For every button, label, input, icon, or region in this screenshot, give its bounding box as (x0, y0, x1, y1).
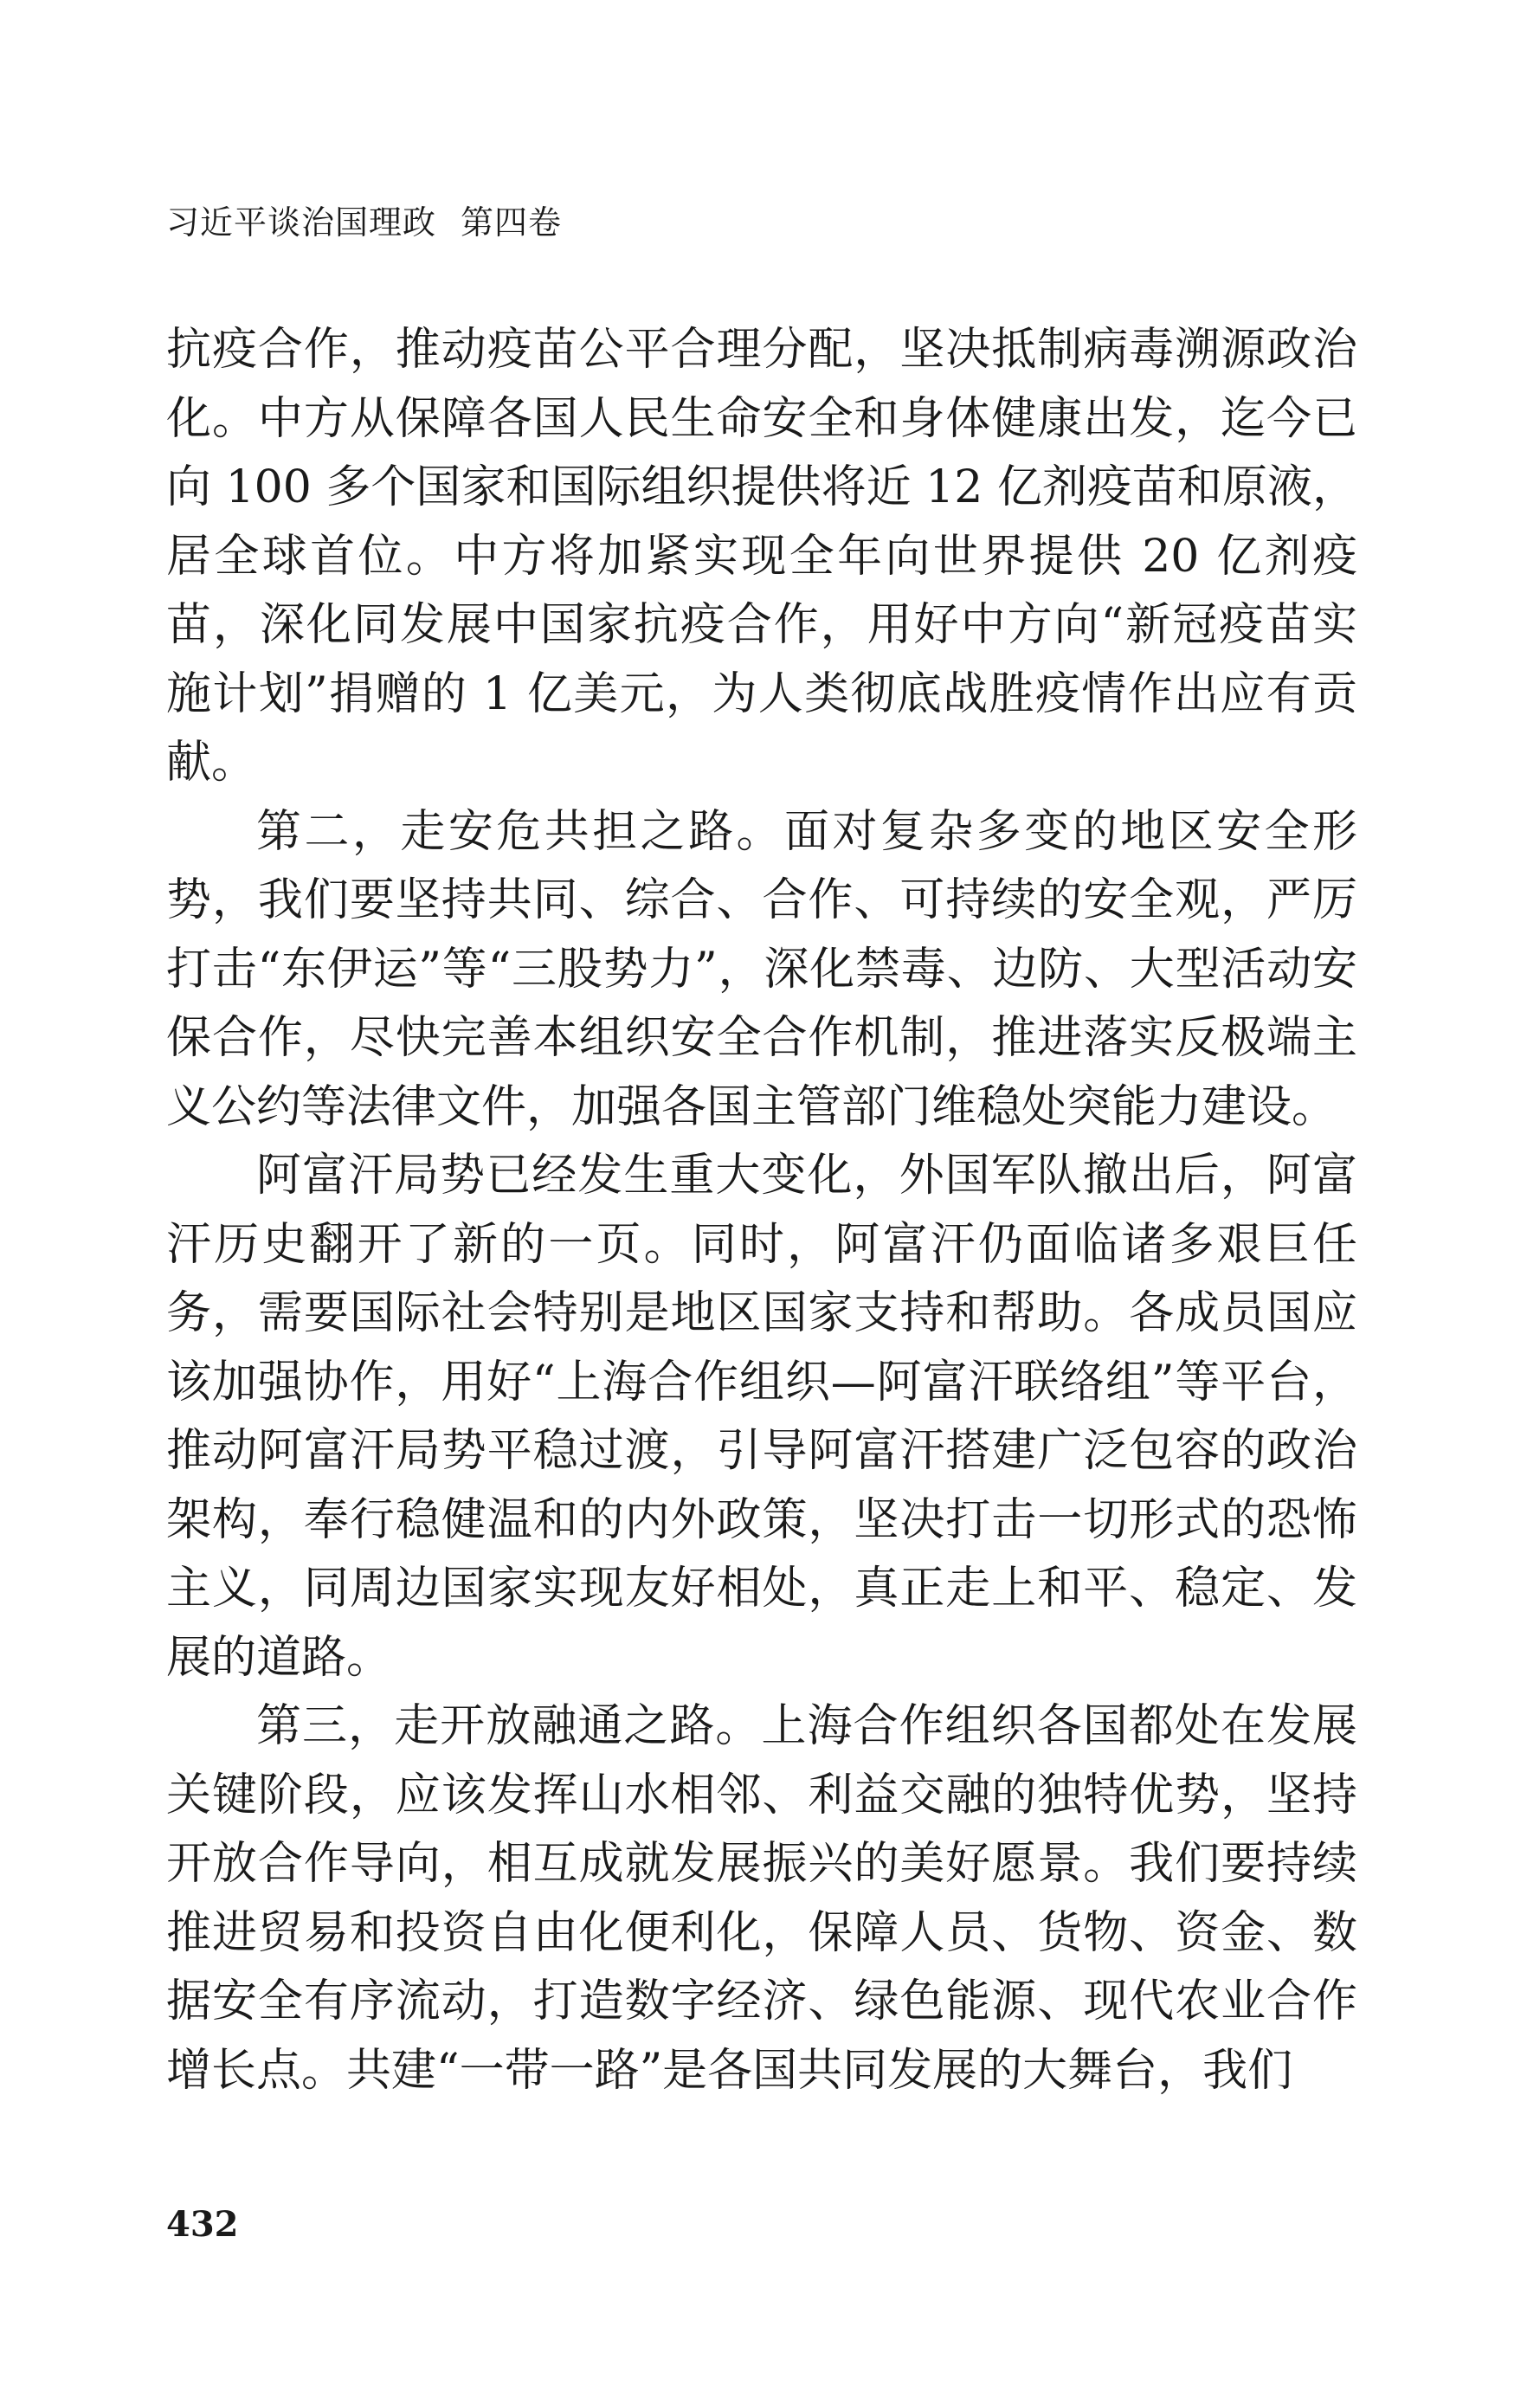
paragraph: 阿富汗局势已经发生重大变化，外国军队撤出后，阿富汗历史翻开了新的一页。同时，阿富汗仍面临诸多艰巨任务，需要国际社会特别是地区国家支持和帮助。各成员国应该加强协作，用好“上海合作组织—阿富汗联络组”等平台，推动阿富汗局势平稳过渡，引导阿富汗搭建广泛包容的政治架构，奉行稳健温和的内外政策，坚决打击一切形式的恐怖主义，同周边国家实现友好相处，真正走上和平、稳定、发展的道路。 (166, 1150, 1357, 1684)
running-header (166, 201, 562, 244)
paragraph: 第三，走开放融通之路。上海合作组织各国都处在发展关键阶段，应该发挥山水相邻、利益交融的独特优势，坚持开放合作导向，相互成就发展振兴的美好愿景。我们要持续推进贸易和投资自由化便利化，保障人员、货物、资金、数据安全有序流动，打造数字经济、绿色能源、现代农业合作增长点。共建“一带一路”是各国共同发展的大舞台，我们 (166, 1700, 1357, 2097)
page-number: 432 (166, 2204, 239, 2245)
body-text (166, 316, 1357, 2105)
volume-label: 第四卷 (461, 203, 563, 242)
book-title: 习近平谈治国理政 (166, 203, 437, 242)
paragraph: 第二，走安危共担之路。面对复杂多变的地区安全形势，我们要坚持共同、综合、合作、可持续的安全观，严厉打击“东伊运”等“三股势力”，深化禁毒、边防、大型活动安保合作，尽快完善本组织安全合作机制，推进落实反极端主义公约等法律文件，加强各国主管部门维稳处突能力建设。 (166, 805, 1357, 1133)
paragraph: 抗疫合作，推动疫苗公平合理分配，坚决抵制病毒溯源政治化。中方从保障各国人民生命安全和身体健康出发，迄今已向 100 多个国家和国际组织提供将近 12 亿剂疫苗和原液，居全球首位。中方将加紧实现全年向世界提供 20 亿剂疫苗，深化同发展中国家抗疫合作，用好中方向“新冠疫苗实施计划”捐赠的 1 亿美元，为人类彻底战胜疫情作出应有贡献。 (166, 324, 1357, 789)
